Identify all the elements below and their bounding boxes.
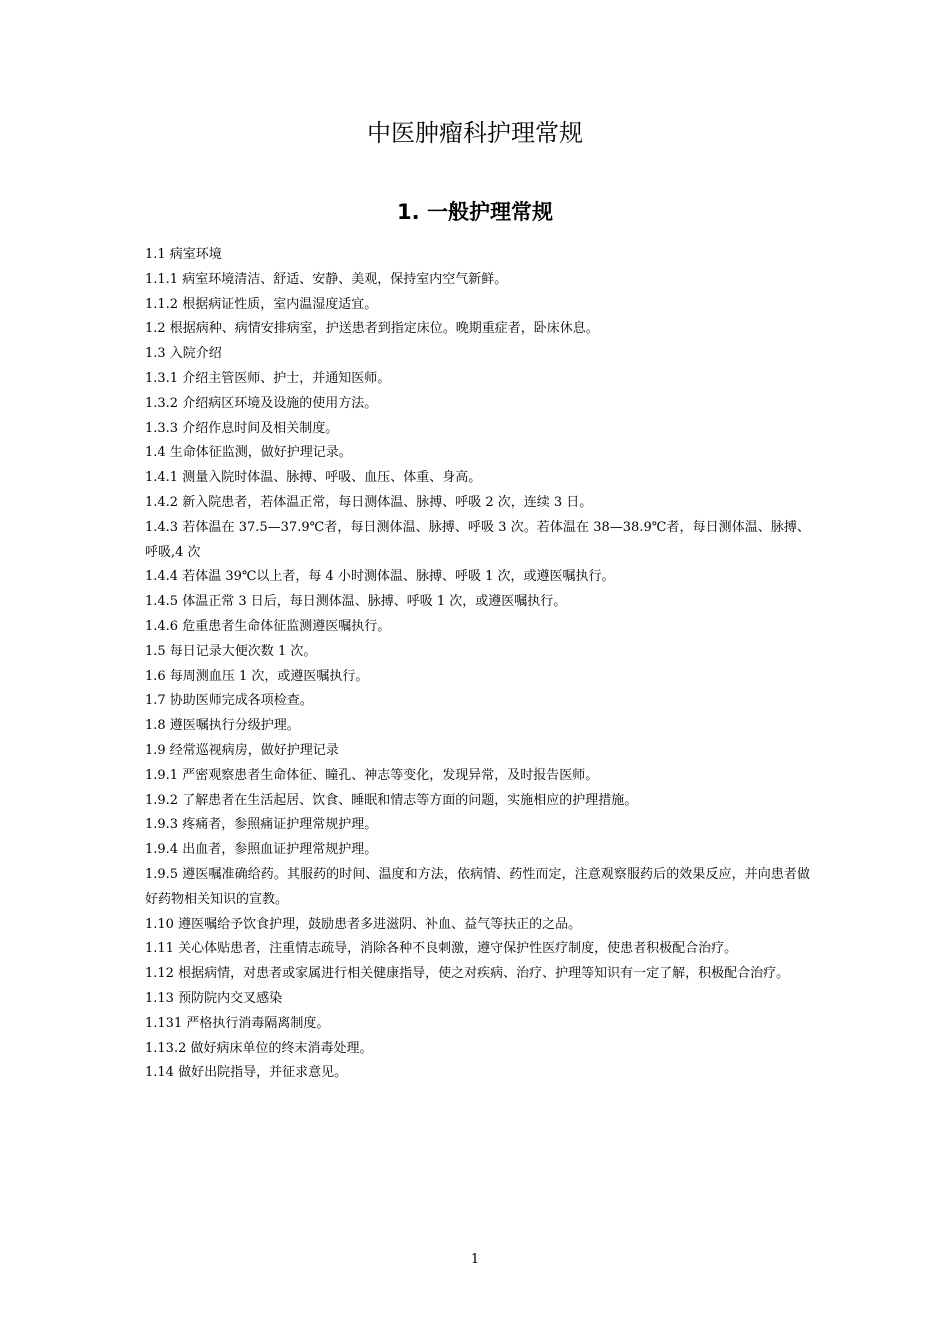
paragraph: 1.1 病室环境 <box>145 247 222 262</box>
paragraph: 1.5 每日记录大便次数 1 次。 <box>145 643 317 659</box>
paragraph: 1.6 每周测血压 1 次，或遵医嘱执行。 <box>145 668 369 684</box>
document-title: 中医肿瘤科护理常规 <box>367 119 583 147</box>
paragraph: 1.4.5 体温正常 3 日后，每日测体温、脉搏、呼吸 1 次，或遵医嘱执行。 <box>145 594 567 610</box>
paragraph: 1.13 预防院内交叉感染 <box>145 990 283 1006</box>
paragraph: 1.4.6 危重患者生命体征监测遵医嘱执行。 <box>145 618 391 634</box>
paragraph: 1.9.4 出血者，参照血证护理常规护理。 <box>145 842 378 858</box>
paragraph: 1.12 根据病情，对患者或家属进行相关健康指导，使之对疾病、治疗、护理等知识有一定了解，积极配合治疗。 <box>145 966 790 982</box>
paragraph: 1.1.1 病室环境清洁、舒适、安静、美观，保持室内空气新鲜。 <box>145 271 508 287</box>
paragraph: 1.9.5 遵医嘱准确给药。其服药的时间、温度和方法，依病情、药性而定，注意观察服药后的效果反应，并向患者做好药物相关知识的宣教。 <box>145 866 810 907</box>
paragraph: 1.3.3 介绍作息时间及相关制度。 <box>145 420 339 436</box>
paragraph: 1.9.3 疼痛者，参照痛证护理常规护理。 <box>145 817 378 833</box>
paragraph: 1.1.2 根据病证性质，室内温湿度适宜。 <box>145 296 378 312</box>
paragraph: 1.4.3 若体温在 37.5—37.9℃者，每日测体温、脉搏、呼吸 3 次。若体温在 38—38.9℃者，每日测体温、脉搏、呼吸,4 次 <box>145 519 810 560</box>
paragraph: 1.11 关心体贴患者，注重情志疏导，消除各种不良刺激，遵守保护性医疗制度，使患者积极配合治疗。 <box>145 941 738 957</box>
section-heading: 1. 一般护理常规 <box>397 200 553 224</box>
paragraph: 1.2 根据病种、病情安排病室，护送患者到指定床位。晚期重症者，卧床休息。 <box>145 321 599 337</box>
paragraph: 1.3 入院介绍 <box>145 346 222 362</box>
paragraph: 1.9.1 严密观察患者生命体征、瞳孔、神志等变化，发现异常，及时报告医师。 <box>145 767 599 783</box>
paragraph: 1.4.4 若体温 39℃以上者，每 4 小时测体温、脉搏、呼吸 1 次，或遵医嘱执行。 <box>145 569 615 585</box>
page-number: 1 <box>470 1252 480 1267</box>
paragraph: 1.3.2 介绍病区环境及设施的使用方法。 <box>145 395 378 411</box>
paragraph: 1.4 生命体征监测，做好护理记录。 <box>145 445 352 461</box>
paragraph: 1.4.2 新入院患者，若体温正常，每日测体温、脉搏、呼吸 2 次，连续 3 日。 <box>145 494 593 510</box>
paragraph: 1.13.2 做好病床单位的终末消毒处理。 <box>145 1040 373 1056</box>
paragraph: 1.4.1 测量入院时体温、脉搏、呼吸、血压、体重、身高。 <box>145 470 482 486</box>
document-body <box>145 243 810 1086</box>
paragraph: 1.131 严格执行消毒隔离制度。 <box>145 1015 330 1031</box>
paragraph: 1.10 遵医嘱给予饮食护理，鼓励患者多进滋阴、补血、益气等扶正的之品。 <box>145 916 582 932</box>
paragraph: 1.14 做好出院指导，并征求意见。 <box>145 1065 348 1081</box>
paragraph: 1.9.2 了解患者在生活起居、饮食、睡眠和情志等方面的问题，实施相应的护理措施。 <box>145 792 638 808</box>
paragraph: 1.3.1 介绍主管医师、护士，并通知医师。 <box>145 370 391 386</box>
paragraph: 1.9 经常巡视病房，做好护理记录 <box>145 742 339 758</box>
paragraph: 1.8 遵医嘱执行分级护理。 <box>145 718 300 734</box>
paragraph: 1.7 协助医师完成各项检查。 <box>145 693 313 709</box>
